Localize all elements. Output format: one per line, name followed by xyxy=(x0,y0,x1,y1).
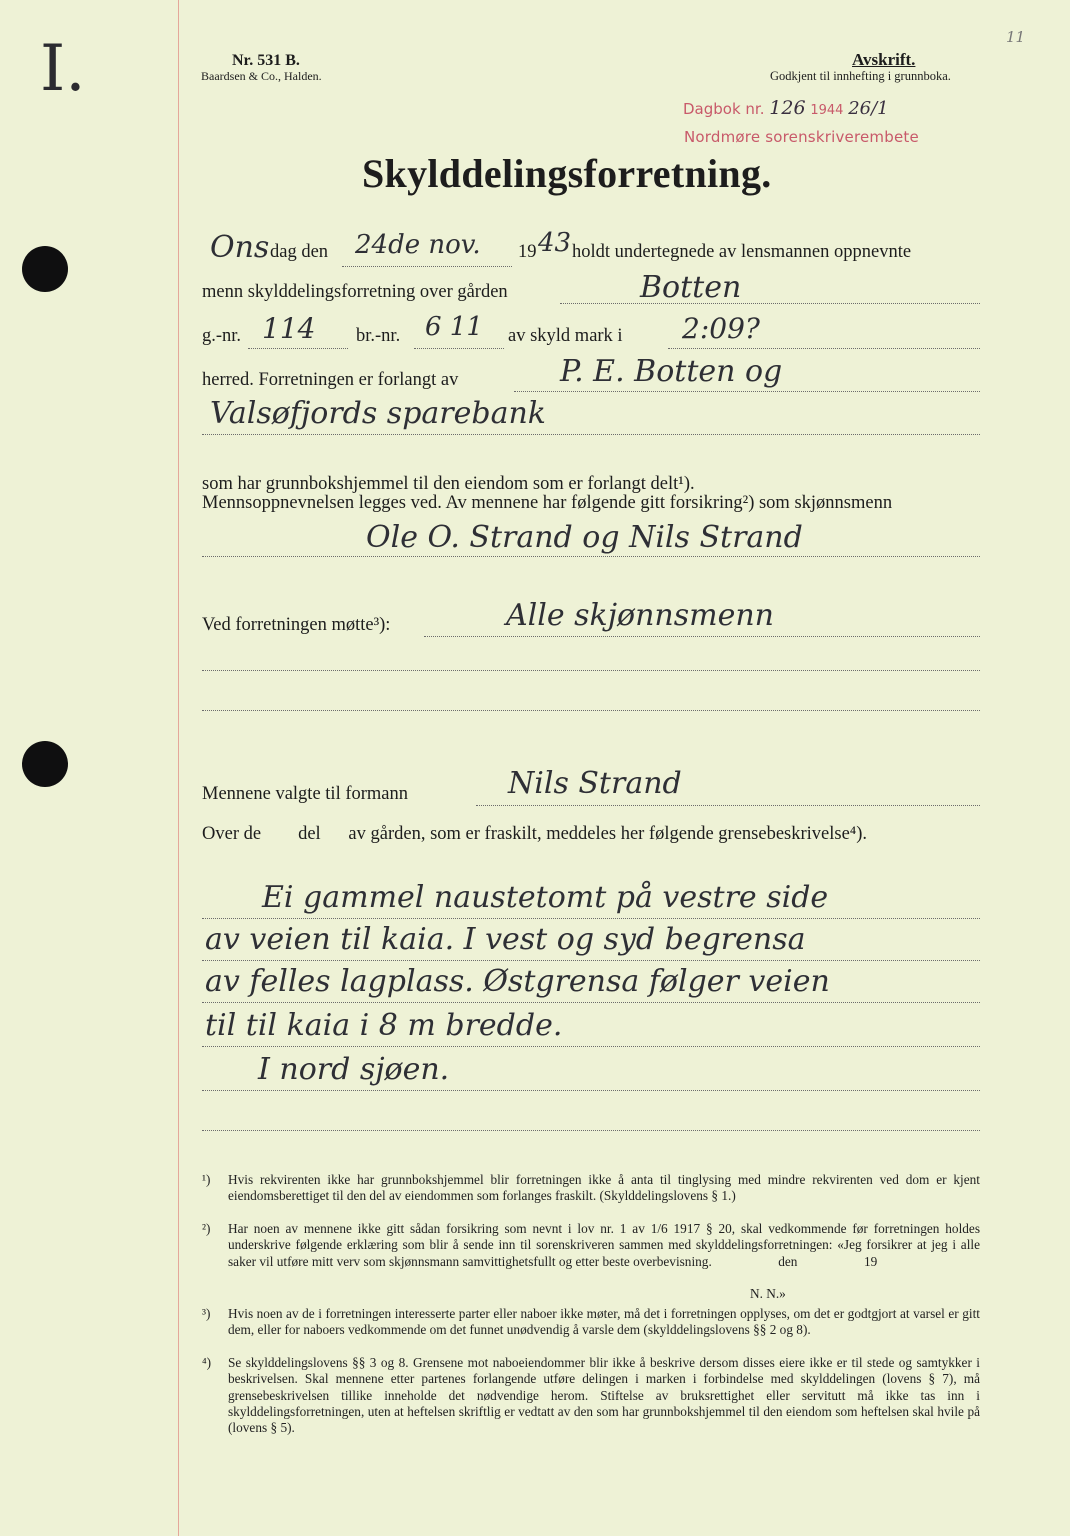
form-number: Nr. 531 B. xyxy=(232,52,300,69)
bnr-field-line xyxy=(414,348,504,349)
footnote-4 xyxy=(202,1355,980,1436)
line2-text: menn skylddelingsforretning over gården xyxy=(202,282,508,302)
attendance-field-line xyxy=(424,636,980,637)
desc-rule-1 xyxy=(202,918,980,919)
appraisers-field-line xyxy=(202,556,980,557)
skyld-field-line xyxy=(668,348,980,349)
line7-text: Mennsoppnevnelsen legges ved. Av mennene har følgende gitt forsikring²) som skjønnsmenn xyxy=(202,493,893,513)
approved-note: Godkjent til innhefting i grunnboka. xyxy=(770,69,951,83)
punch-hole-bottom xyxy=(22,741,68,787)
requester-field-line xyxy=(514,391,980,392)
line11-text: Over de del av gården, som er fraskilt, meddeles her følgende grensebeskrivelse⁴). xyxy=(202,824,868,844)
date-label: dag den xyxy=(270,242,329,262)
line10-text: Mennene valgte til formann xyxy=(202,784,409,804)
weekday-prefix: Ons xyxy=(210,230,270,265)
margin-rule xyxy=(178,0,179,1536)
footnote-1 xyxy=(202,1172,980,1205)
appraisers-value: Ole O. Strand og Nils Strand xyxy=(366,520,803,555)
gnr-field-line xyxy=(248,348,348,349)
date-field-line xyxy=(342,266,512,267)
year-value: 43 xyxy=(538,228,572,258)
footnote-2-signature-text: N. N.» xyxy=(750,1286,786,1301)
stamp-dagbok-number: 126 xyxy=(769,97,806,119)
gnr-value: 114 xyxy=(262,312,316,345)
desc-rule-3 xyxy=(202,1002,980,1003)
line9-text: Ved forretningen møtte³): xyxy=(202,615,391,635)
footnote-2-signature xyxy=(202,1286,980,1302)
chairman-value: Nils Strand xyxy=(508,766,682,801)
footnote-3-text: Hvis noen av de i forretningen interesserte parter eller naboer ikke møter, må det i forretningen opplyses, om det er godtgjort at varsel er gitt dem, eller for naboers vedkommende om det funnet unødvendig å varsle dem (skylddelingslovens §§ 2 og 8). xyxy=(228,1306,980,1338)
line1-text: holdt undertegnede av lensmannen oppnevnte xyxy=(572,242,912,262)
chairman-field-line xyxy=(476,805,980,806)
form-printer: Baardsen & Co., Halden. xyxy=(201,69,322,83)
bnr-value: 6 11 xyxy=(425,312,483,342)
stamp-dagbok xyxy=(683,97,889,119)
punch-hole-top xyxy=(22,246,68,292)
bnr-label: br.-nr. xyxy=(356,326,401,346)
page-title: Skylddelingsforretning. xyxy=(362,151,772,196)
date-value: 24de nov. xyxy=(355,230,481,260)
line4-text: herred. Forretningen er forlangt av xyxy=(202,370,459,390)
attendance-field-line-3 xyxy=(202,710,980,711)
margin-roman-mark: I. xyxy=(40,32,86,106)
farm-field-line xyxy=(560,303,980,304)
farm-name: Botten xyxy=(640,270,742,305)
page-number: 11 xyxy=(1006,28,1026,46)
footnote-1-num: ¹) xyxy=(202,1172,211,1187)
attendance-value: Alle skjønnsmenn xyxy=(506,598,774,633)
copy-label: Avskrift. xyxy=(852,50,916,69)
footnote-2-text: Har noen av mennene ikke gitt sådan forsikring som nevnt i lov nr. 1 av 1/6 1917 § 20, skal vedkommende før forretningen holdes underskrive følgende erklæring som blir å sende inn til sorenskriveren sammen med skylddelingsforretningen: «Jeg forsikrer at jeg i alle saker vil utføre mitt verv som skjønnsmann samvittighetsfullt og etter beste overbevisning. den 19 xyxy=(228,1221,984,1269)
attendance-field-line-2 xyxy=(202,670,980,671)
desc-line-5: I nord sjøen. xyxy=(258,1052,450,1087)
desc-line-2: av veien til kaia. I vest og syd begrensa xyxy=(205,922,806,957)
desc-rule-5 xyxy=(202,1090,980,1091)
footnote-4-num: ⁴) xyxy=(202,1355,212,1370)
footnote-2 xyxy=(202,1221,984,1270)
line6-text: som har grunnbokshjemmel til den eiendom som er forlangt delt¹). xyxy=(202,474,695,494)
requester-field-line-2 xyxy=(202,434,980,435)
desc-rule-4 xyxy=(202,1046,980,1047)
footnote-2-num: ²) xyxy=(202,1221,211,1236)
footnote-3-num: ³) xyxy=(202,1306,211,1321)
desc-rule-6 xyxy=(202,1130,980,1131)
skyld-label: av skyld mark i xyxy=(508,326,623,346)
year-prefix: 19 xyxy=(518,242,537,262)
requester-value-2: Valsøfjords sparebank xyxy=(210,396,546,431)
skyld-value: 2:09? xyxy=(682,312,760,345)
desc-line-1: Ei gammel naustetomt på vestre side xyxy=(262,880,829,915)
desc-rule-2 xyxy=(202,960,980,961)
stamp-date: 26/1 xyxy=(848,98,889,119)
footnote-3 xyxy=(202,1306,980,1339)
footnote-1-text: Hvis rekvirenten ikke har grunnbokshjemmel blir forretningen ikke å anta til tinglysing med mindre rekvirenten ved dom er kjent eiendomsberettiget til den del av eiendommen som forlanges fraskilt. (Skylddelingslovens § 1.) xyxy=(228,1172,980,1204)
stamp-dagbok-label: Dagbok nr. xyxy=(683,100,765,118)
requester-value-1: P. E. Botten og xyxy=(560,354,783,389)
footnote-4-text: Se skylddelingslovens §§ 3 og 8. Grensene mot naboeiendommer blir ikke å beskrive dersom disses eiere ikke er til stede og samtykker i beskrivelsen. Skal mennene etter partenes forlangende utføre delingen i marken i forbindelse med skylddelingen (lovens § 7), må grensebeskrivelsen tillike inneholde det nødvendige herom. Stiftelse av bruksrettighet eller servitutt må ikke tas inn i skylddelingsforretningen, uten at heftelsen skriftlig er vedtatt av den som har grunnbokshjemmel til den eiendom som heftelsen skal hvile på (lovens § 5). xyxy=(228,1355,980,1436)
desc-line-4: til til kaia i 8 m bredde. xyxy=(205,1008,563,1043)
desc-line-3: av felles lagplass. Østgrensa følger veien xyxy=(205,964,830,999)
stamp-office: Nordmøre sorenskriverembete xyxy=(684,128,919,146)
gnr-label: g.-nr. xyxy=(202,326,242,346)
stamp-year: 1944 xyxy=(810,103,844,118)
